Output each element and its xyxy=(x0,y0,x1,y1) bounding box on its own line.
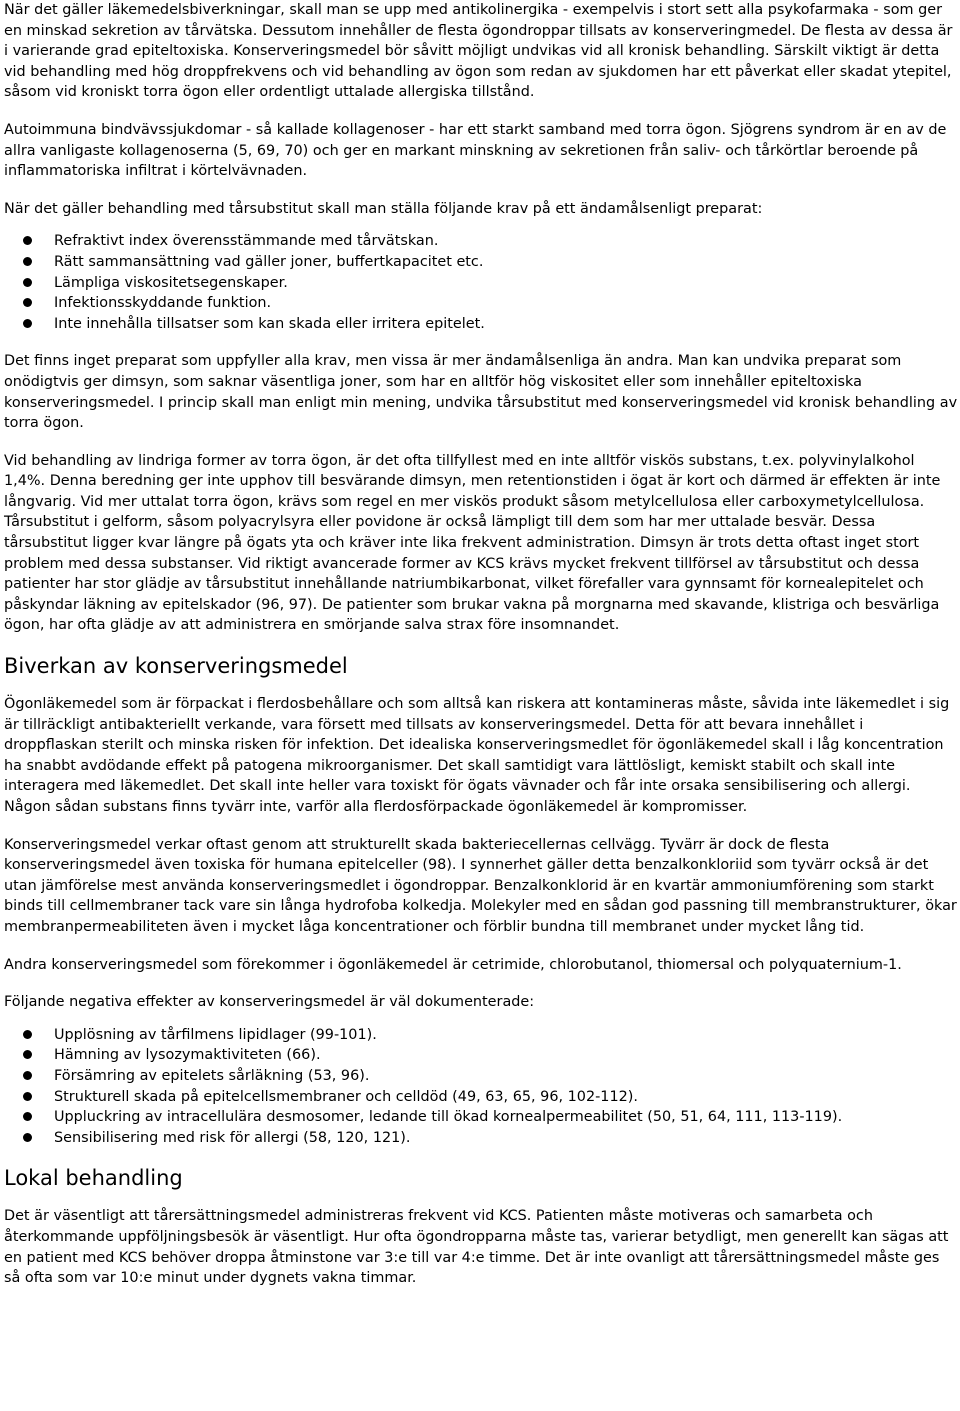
paragraph-other-preservatives: Andra konserveringsmedel som förekommer i ögonläkemedel är cetrimide, chlorobutanol, thiomersal och polyquaternium-1. xyxy=(4,956,902,973)
bullet-icon xyxy=(23,257,32,266)
list-item-text: Rätt sammansättning vad gäller joner, buffertkapacitet etc. xyxy=(54,253,484,270)
list-item-text: Infektionsskyddande funktion. xyxy=(54,295,272,312)
list-item xyxy=(4,1128,958,1149)
paragraph-mild-dry-eye-treatment: Vid behandling av lindriga former av torra ögon, är det ofta tillfyllest med en inte alltför viskös substans, t.ex. polyvinylalkohol 1,4%. Denna beredning ger inte upphov till besvärande dimsyn, men retentionstiden i ögat är kort och därmed är effekten är inte långvarig. Vid mer uttalat torra ögon, krävs som regel en mer viskös produkt såsom metylcellulosa eller carboxymetylcellulosa. Tårsubstitut i gelform, såsom polyacrylsyra eller povidone är också lämpligt till dem som har mer uttalade besvär. Dessa tårsubstitut ligger kvar längre på ögats yta och kräver inte lika frekvent administration. Dimsyn är trots detta oftast inget stort problem med dessa substanser. Vid riktigt avancerade former av KCS krävs mycket frekvent tillförsel av tårsubstitut och dessa patienter har stor glädje av tårsubstitut innehållande natriumbikarbonat, vilket förefaller vara gynnsamt för kornealepitelet och påskyndar läkning av epitelskador (96, 97). De patienter som brukar vakna på morgnarna med skavande, klistriga och besvärliga ögon, har ofta glädje av att administrera en smörjande salva strax före insomnandet. xyxy=(4,452,941,634)
requirements-list xyxy=(4,231,958,334)
bullet-icon xyxy=(23,1092,32,1101)
negative-effects-list xyxy=(4,1025,958,1149)
bullet-icon xyxy=(23,1050,32,1059)
list-item-text: Hämning av lysozymaktiviteten (66). xyxy=(54,1047,321,1064)
bullet-icon xyxy=(23,319,32,328)
section-heading-local-treatment: Lokal behandling xyxy=(4,1166,183,1191)
list-item xyxy=(4,1107,958,1128)
paragraph-preservative-toxicity: Konserveringsmedel verkar oftast genom att strukturellt skada bakteriecellernas cellvägg. Tyvärr är dock de flesta konserveringsmedel även toxiska för humana epitelceller (98). I synnerhet gäller detta benzalkonkloriid som tyvärr också är det utan jämförelse mest använda konserveringsmedlet i ögondroppar. Benzalkonklorid är en kvartär ammoniumförening som starkt binds till cellmembraner tack vare sin långa hydrofoba kolkedja. Molekyler med en sådan god passning till membranstrukturer, ökar membranpermeabiliteten även i mycket låga koncentrationer och förblir bundna till membranet under mycket lång tid. xyxy=(4,836,957,935)
list-item-text: Försämring av epitelets sårläkning (53, 96). xyxy=(54,1067,370,1084)
paragraph-frequent-administration: Det är väsentligt att tårersättningsmedel administreras frekvent vid KCS. Patienten måste motiveras och samarbeta och återkommande uppföljningsbesök är väsentligt. Hur ofta ögondropparna måste tas, varierar betydligt, men generellt kan sägas att en patient med KCS behöver droppa åtminstone var 3:e till var 4:e timme. Det är inte ovanligt att tårersättningsmedel måste ges så ofta som var 10:e minut under dygnets vakna timmar. xyxy=(4,1208,949,1287)
bullet-icon xyxy=(23,278,32,287)
paragraph-documented-effects-intro: Följande negativa effekter av konserveringsmedel är väl dokumenterade: xyxy=(4,994,535,1011)
list-item xyxy=(4,1066,958,1087)
list-item-text: Inte innehålla tillsatser som kan skada eller irritera epitelet. xyxy=(54,315,485,332)
document-body xyxy=(4,0,958,1306)
paragraph-multidose-preservatives: Ögonläkemedel som är förpackat i flerdosbehållare och som alltså kan riskera att kontamineras måste, såvida inte läkemedlet i sig är tillräckligt antibakteriellt verkande, vara försett med tillsats av konserveringsmedel. Detta för att bevara innehållet i droppflaskan sterilt och minska risken för infektion. Det idealiska konserveringsmedlet för ögonläkemedel skall i låg koncentration ha snabbt avdödande effekt på patogena mikroorganismer. Det skall samtidigt vara lättlösligt, kemiskt stabilt och skall inte interagera med läkemedlet. Det skall inte heller vara toxiskt för ögats vävnader och får inte orsaka sensibilisering och allergi. Någon sådan substans finns tyvärr inte, varför alla flerdosförpackade ögonläkemedel är kompromisser. xyxy=(4,696,950,815)
list-item xyxy=(4,1025,958,1046)
bullet-icon xyxy=(23,1030,32,1039)
list-item xyxy=(4,1045,958,1066)
list-item-text: Refraktivt index överensstämmande med tårvätskan. xyxy=(54,233,439,250)
bullet-icon xyxy=(23,1112,32,1121)
bullet-icon xyxy=(23,1133,32,1142)
bullet-icon xyxy=(23,298,32,307)
paragraph-no-perfect-preparation: Det finns inget preparat som uppfyller alla krav, men vissa är mer ändamålsenliga än andra. Man kan undvika preparat som onödigtvis ger dimsyn, som saknar väsentliga joner, som har en alltför hög viskositet eller som innehåller epiteltoxiska konserveringsmedel. I princip skall man enligt min mening, undvika tårsubstitut med konserveringsmedel vid kronisk behandling av torra ögon. xyxy=(4,353,958,432)
bullet-icon xyxy=(23,236,32,245)
list-item-text: Uppluckring av intracellulära desmosomer, ledande till ökad kornealpermeabilitet (50, 51, 64, 111, 113-119). xyxy=(54,1109,843,1126)
section-heading-preservative-side-effects: Biverkan av konserveringsmedel xyxy=(4,654,348,679)
list-item xyxy=(4,314,958,335)
bullet-icon xyxy=(23,1071,32,1080)
list-item-text: Sensibilisering med risk för allergi (58, 120, 121). xyxy=(54,1129,411,1146)
paragraph-autoimmune-diseases: Autoimmuna bindvävssjukdomar - så kallade kollagenoser - har ett starkt samband med torra ögon. Sjögrens syndrom är en av de allra vanligaste kollagenoserna (5, 69, 70) och ger en markant minskning av sekretionen från saliv- och tårkörtlar beroende på inflammatoriska infiltrat i körtelvävnaden. xyxy=(4,121,947,180)
paragraph-tear-substitute-requirements: När det gäller behandling med tårsubstitut skall man ställa följande krav på ett ändamålsenligt preparat: xyxy=(4,200,763,217)
list-item-text: Upplösning av tårfilmens lipidlager (99-101). xyxy=(54,1026,377,1043)
list-item xyxy=(4,231,958,252)
list-item xyxy=(4,252,958,273)
list-item-text: Lämpliga viskositetsegenskaper. xyxy=(54,274,288,291)
list-item xyxy=(4,273,958,294)
paragraph-medication-side-effects: När det gäller läkemedelsbiverkningar, skall man se upp med antikolinergika - exempelvis i stort sett alla psykofarmaka - som ger en minskad sekretion av tårvätska. Dessutom innehåller de flesta ögondroppar tillsats av konserveringmedel. De flesta av dessa är i varierande grad epiteltoxiska. Konserveringsmedel bör såvitt möjligt undvikas vid all kronisk behandling. Särskilt viktigt är detta vid behandling med hög droppfrekvens och vid behandling av ögon som redan av sjukdomen har ett påverkat eller skadat ytepitel, såsom vid kroniskt torra ögon eller ordentligt uttalade allergiska tillstånd. xyxy=(4,2,953,101)
list-item xyxy=(4,293,958,314)
list-item xyxy=(4,1087,958,1108)
list-item-text: Strukturell skada på epitelcellsmembraner och celldöd (49, 63, 65, 96, 102-112). xyxy=(54,1088,638,1105)
